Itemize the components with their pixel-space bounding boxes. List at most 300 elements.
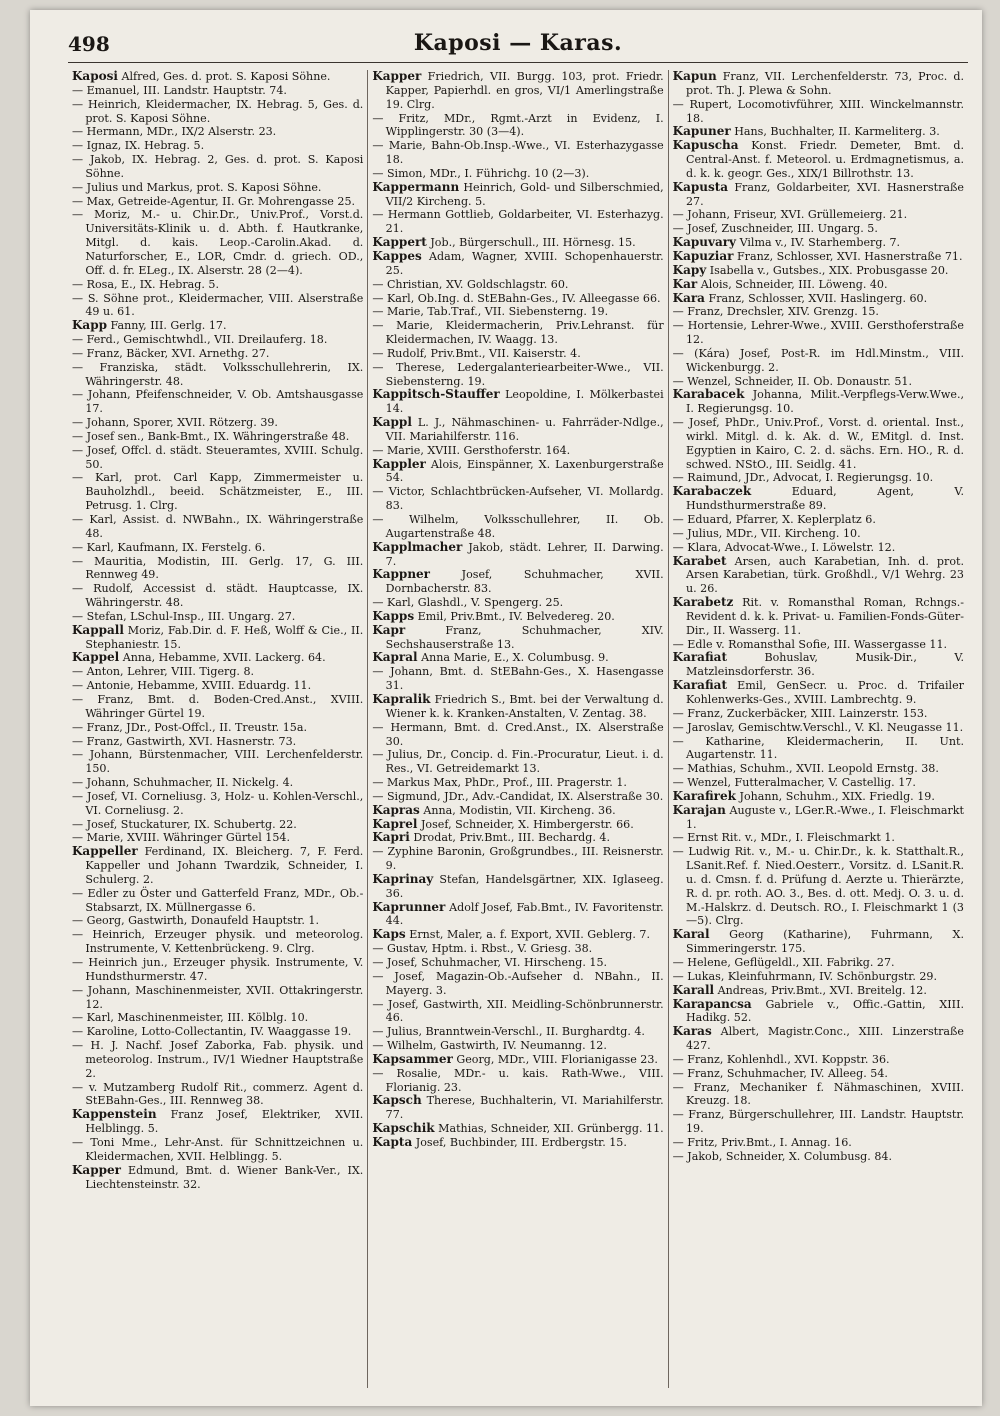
entry-surname: Karabetz: [672, 595, 734, 610]
entry-text: — Heinrich, Kleidermacher, IX. Hebrag. 5, Ges. d. prot. S. Kaposi Söhne.: [72, 97, 364, 125]
directory-entry: [673, 956, 964, 970]
directory-entry: [673, 1025, 964, 1053]
directory-entry: [72, 195, 363, 209]
directory-entry: [72, 84, 363, 98]
directory-entry: [72, 1011, 363, 1025]
directory-entry: [372, 70, 663, 112]
entry-text: — Julius, Dr., Concip. d. Fin.-Procuratur, Lieut. i. d. Res., VI. Getreidemarkt 13.: [372, 748, 664, 776]
directory-entry: [372, 568, 663, 596]
directory-entry: [673, 735, 964, 763]
entry-surname: Kappler: [372, 456, 426, 471]
entry-text: — Wilhelm, Volksschullehrer, II. Ob. Augartenstraße 48.: [372, 513, 664, 540]
entry-surname: Kapy: [672, 262, 707, 277]
directory-entry: [372, 361, 663, 389]
directory-columns: [68, 70, 968, 1388]
directory-entry: [372, 818, 663, 832]
entry-text: Franz Josef, Elektriker, XVII. Helblingg. 5.: [85, 1108, 364, 1136]
entry-text: — Josef, VI. Corneliusg. 3, Holz- u. Kohlen-Verschl., VI. Corneliusg. 2.: [72, 789, 364, 817]
entry-text: — Josef, PhDr., Univ.Prof., Vorst. d. oriental. Inst., wirkl. Mitgl. d. k. Ak. d. W., EMitgl. d. Inst. Egyptien in Kairo, C. 2. d. sächs. Ern. HO., R. d. schwed. NStO., III. Seidlg. 41.: [672, 416, 964, 471]
directory-entry: [72, 984, 363, 1012]
directory-entry: [673, 679, 964, 707]
directory-entry: [372, 485, 663, 513]
entry-text: — Fritz, Priv.Bmt., I. Annag. 16.: [672, 1135, 852, 1149]
entry-text: Georg (Katharine), Fuhrmann, X. Simmeringerstr. 175.: [685, 928, 964, 956]
entry-text: Job., Bürgerschull., III. Hörnesg. 15.: [430, 236, 636, 250]
directory-entry: [673, 485, 964, 513]
entry-text: — Markus Max, PhDr., Prof., III. Pragerstr. 1.: [372, 776, 627, 790]
entry-text: — Ignaz, IX. Hebrag. 5.: [72, 139, 205, 153]
entry-text: — Jakob, Schneider, X. Columbusg. 84.: [672, 1149, 892, 1163]
entry-text: — Johann, Schuhmacher, II. Nickelg. 4.: [72, 776, 294, 790]
entry-text: — Hermann, Bmt. d. Cred.Anst., IX. Alserstraße 30.: [372, 720, 664, 748]
entry-text: Emil, GenSecr. u. Proc. d. Trifailer Kohlenwerks-Ges., XVIII. Lambrechtg. 9.: [685, 679, 964, 706]
directory-entry: [72, 333, 363, 347]
directory-entry: [673, 264, 964, 278]
directory-entry: [673, 651, 964, 679]
entry-text: — Helene, Geflügeldl., XII. Fabrikg. 27.: [672, 956, 895, 969]
directory-entry: [372, 278, 663, 292]
directory-entry: [372, 1053, 663, 1067]
entry-surname: Kapps: [372, 608, 415, 623]
entry-text: — Marie, Tab.Traf., VII. Siebensterng. 19.: [372, 305, 609, 319]
directory-entry: [372, 444, 663, 458]
directory-entry: [673, 471, 964, 485]
entry-text: Mathias, Schneider, XII. Grünbergg. 11.: [438, 1122, 664, 1136]
entry-text: Alois, Einspänner, X. Laxenburgerstraße 54.: [385, 457, 664, 485]
directory-entry: [673, 638, 964, 652]
directory-entry: [673, 208, 964, 222]
directory-entry: [372, 790, 663, 804]
directory-entry: [372, 596, 663, 610]
directory-entry: [72, 735, 363, 749]
directory-entry: [72, 665, 363, 679]
directory-entry: [673, 1136, 964, 1150]
entry-surname: Karabet: [672, 553, 727, 568]
entry-surname: Kapper: [72, 1162, 121, 1177]
entry-surname: Kappall: [72, 622, 124, 637]
directory-entry: [673, 416, 964, 471]
directory-entry: [372, 956, 663, 970]
entry-text: — Franz, Kohlenhdl., XVI. Koppstr. 36.: [672, 1052, 890, 1066]
entry-surname: Kapta: [372, 1134, 413, 1149]
directory-entry: [72, 292, 363, 320]
directory-entry: [673, 776, 964, 790]
entry-surname: Kapp: [72, 318, 107, 333]
entry-text: Adolf Josef, Fab.Bmt., IV. Favoritenstr. 44.: [385, 900, 664, 928]
directory-entry: [72, 361, 363, 389]
directory-entry: [372, 804, 663, 818]
directory-entry: [372, 541, 663, 569]
directory-entry: [372, 458, 663, 486]
entry-text: Eduard, Agent, V. Hundsthurmerstraße 89.: [685, 485, 964, 513]
entry-surname: Karabacek: [672, 387, 745, 402]
entry-text: Alfred, Ges. d. prot. S. Kaposi Söhne.: [121, 70, 331, 83]
directory-entry: [372, 776, 663, 790]
entry-text: — Josef sen., Bank-Bmt., IX. Währingerstraße 48.: [72, 429, 350, 443]
directory-entry: [372, 873, 663, 901]
page-number: 498: [68, 32, 110, 56]
directory-entry: [72, 347, 363, 361]
entry-text: — Johann, Maschinenmeister, XVII. Ottakringerstr. 12.: [72, 983, 364, 1011]
column-1: [68, 70, 368, 1388]
entry-text: Gabriele v., Offic.-Gattin, XIII. Hadikg. 52.: [685, 997, 964, 1025]
entry-text: Anna, Modistin, VII. Kircheng. 36.: [423, 803, 616, 817]
entry-text: — Hermann Gottlieb, Goldarbeiter, VI. Esterhazyg. 21.: [372, 208, 664, 236]
entry-text: — Stefan, LSchul-Insp., III. Ungarg. 27.: [72, 609, 296, 623]
header-rule: [68, 62, 968, 63]
directory-entry: [72, 1164, 363, 1192]
entry-text: Konst. Friedr. Demeter, Bmt. d. Central-Anst. f. Meteorol. u. Erdmagnetismus, a. d. k. k. geogr. Ges., XIX/1 Billrothstr. 13.: [685, 139, 964, 180]
entry-text: — Ernst Rit. v., MDr., I. Fleischmarkt 1.: [672, 831, 895, 845]
directory-entry: [673, 1150, 964, 1164]
entry-text: — Marie, XVIII. Währinger Gürtel 154.: [72, 831, 290, 845]
entry-text: Franz, Goldarbeiter, XVI. Hasnerstraße 27.: [685, 180, 964, 208]
directory-entry: [673, 970, 964, 984]
entry-surname: Kapras: [372, 802, 420, 817]
entry-text: Rit. v. Romansthal Roman, Rchngs.-Revident d. k. k. Privat- u. Familien-Fonds-Güter-Dir., II. Wasserg. 11.: [685, 596, 964, 637]
directory-entry: [673, 181, 964, 209]
entry-text: — Franz, Drechsler, XIV. Grenzg. 15.: [672, 305, 879, 319]
directory-entry: [72, 887, 363, 915]
entry-text: — Marie, Bahn-Ob.Insp.-Wwe., VI. Esterhazygasse 18.: [372, 139, 664, 167]
directory-entry: [372, 624, 663, 652]
entry-text: Ernst, Maler, a. f. Export, XVII. Geblerg. 7.: [409, 928, 650, 942]
entry-text: — Mauritia, Modistin, III. Gerlg. 17, G. III. Rennweg 49.: [72, 554, 364, 582]
entry-surname: Kapun: [672, 70, 717, 83]
directory-entry: [372, 928, 663, 942]
directory-entry: [372, 388, 663, 416]
directory-entry: [72, 153, 363, 181]
entry-text: — Rosa, E., IX. Hebrag. 5.: [72, 277, 220, 291]
entry-surname: Karall: [672, 982, 715, 997]
entry-text: — Zyphine Baronin, Großgrundbes., III. Reisnerstr. 9.: [372, 845, 664, 873]
entry-text: Therese, Buchhalterin, VI. Mariahilferstr. 77.: [385, 1094, 664, 1122]
directory-entry: [72, 790, 363, 818]
directory-entry: [673, 388, 964, 416]
entry-text: Josef, Schuhmacher, XVII. Dornbacherstr. 83.: [385, 568, 664, 596]
directory-entry: [72, 1136, 363, 1164]
directory-entry: [72, 278, 363, 292]
directory-entry: [372, 416, 663, 444]
entry-text: L. J., Nähmaschinen- u. Fahrräder-Ndlge., VII. Mariahilferstr. 116.: [385, 416, 664, 443]
directory-entry: [673, 790, 964, 804]
entry-text: — Franz, Schuhmacher, IV. Alleeg. 54.: [672, 1066, 888, 1080]
entry-surname: Karal: [672, 927, 710, 942]
directory-entry: [72, 1025, 363, 1039]
directory-entry: [372, 845, 663, 873]
entry-text: Franz, Schlosser, XVI. Hasnerstraße 71.: [736, 249, 963, 263]
entry-text: — Franz, Zuckerbäcker, XIII. Lainzerstr. 153.: [672, 706, 928, 720]
entry-text: — Johann, Bürstenmacher, VIII. Lerchenfelderstr. 150.: [72, 748, 364, 776]
directory-entry: [673, 721, 964, 735]
entry-text: — Wenzel, Schneider, II. Ob. Donaustr. 51.: [672, 374, 912, 388]
directory-entry: [673, 555, 964, 597]
entry-text: — Klara, Advocat-Wwe., I. Löwelstr. 12.: [672, 540, 896, 554]
entry-text: Drodat, Priv.Bmt., III. Bechardg. 4.: [413, 831, 610, 845]
directory-entry: [673, 513, 964, 527]
directory-entry: [372, 970, 663, 998]
directory-entry: [673, 804, 964, 832]
entry-surname: Kaprunner: [372, 899, 446, 914]
entry-text: — Moriz, M.- u. Chir.Dr., Univ.Prof., Vorst.d. Universitäts-Klinik u. d. Abth. f. Hautkranke, Mitgl. d. kais. Leop.-Carolin.Akad. d. Naturforscher, E., LOR, Cmdr. d. griech. OD., Off. d. fr. ELeg., IX. Alserstr. 28 (2—4).: [72, 208, 364, 277]
entry-text: Georg, MDr., VIII. Florianigasse 23.: [456, 1052, 658, 1066]
directory-entry: [673, 292, 964, 306]
directory-entry: [72, 388, 363, 416]
directory-entry: [673, 375, 964, 389]
entry-text: Josef, Buchbinder, III. Erdbergstr. 15.: [415, 1135, 627, 1149]
entry-text: Anna, Hebamme, XVII. Lackerg. 64.: [122, 651, 326, 665]
directory-entry: [673, 125, 964, 139]
directory-entry: [673, 236, 964, 250]
entry-text: Edmund, Bmt. d. Wiener Bank-Ver., IX. Liechtensteinstr. 32.: [85, 1163, 364, 1191]
entry-text: — Lukas, Kleinfuhrmann, IV. Schönburgstr. 29.: [672, 969, 938, 983]
directory-entry: [72, 430, 363, 444]
entry-surname: Kappes: [372, 248, 422, 263]
entry-text: Fanny, III. Gerlg. 17.: [110, 319, 227, 333]
entry-text: — Therese, Ledergalanteriearbeiter-Wwe., VII. Siebensterng. 19.: [372, 360, 664, 388]
entry-text: — H. J. Nachf. Josef Zaborka, Fab. physik. und meteorolog. Instrum., IV/1 Wiedner Hauptstraße 2.: [72, 1039, 364, 1080]
directory-entry: [72, 1108, 363, 1136]
directory-entry: [673, 845, 964, 928]
directory-entry: [72, 679, 363, 693]
entry-text: — Johann, Pfeifenschneider, V. Ob. Amtshausgasse 17.: [72, 388, 364, 416]
directory-entry: [673, 541, 964, 555]
entry-surname: Kapplmacher: [372, 539, 463, 554]
directory-entry: [673, 305, 964, 319]
entry-text: Moriz, Fab.Dir. d. F. Heß, Wolff & Cie., II. Stephaniestr. 15.: [85, 623, 364, 651]
entry-text: — Heinrich, Erzeuger physik. und meteorolog. Instrumente, V. Kettenbrückeng. 9. Clrg.: [72, 928, 364, 956]
entry-text: — Franziska, städt. Volksschullehrerin, IX. Währingerstr. 48.: [72, 360, 364, 388]
directory-entry: [673, 928, 964, 956]
directory-entry: [673, 98, 964, 126]
entry-text: — Emanuel, III. Landstr. Hauptstr. 74.: [72, 83, 287, 97]
entry-text: — Julius, Branntwein-Verschl., II. Burghardtg. 4.: [372, 1025, 645, 1039]
directory-entry: [673, 831, 964, 845]
entry-text: — Marie, Kleidermacherin, Priv.Lehranst. für Kleidermachen, IV. Waagg. 13.: [372, 319, 664, 347]
directory-entry: [72, 471, 363, 513]
entry-surname: Kapuner: [672, 124, 731, 139]
entry-text: Ferdinand, IX. Bleicherg. 7, F. Ferd. Kappeller und Johann Twardzik, Schneider, I. Schulerg. 2.: [85, 845, 364, 886]
entry-text: Jakob, städt. Lehrer, II. Darwing. 7.: [385, 540, 664, 568]
directory-entry: [372, 181, 663, 209]
entry-text: — Hortensie, Lehrer-Wwe., XVIII. Gersthoferstraße 12.: [672, 319, 964, 347]
directory-entry: [72, 1081, 363, 1109]
directory-entry: [673, 139, 964, 181]
directory-entry: [72, 70, 363, 84]
entry-text: — Julius, MDr., VII. Kircheng. 10.: [672, 526, 861, 540]
directory-entry: [372, 513, 663, 541]
entry-text: Hans, Buchhalter, II. Karmeliterg. 3.: [734, 125, 940, 139]
entry-text: — Franz, Gastwirth, XVI. Hasnerstr. 73.: [72, 734, 297, 748]
entry-surname: Kaps: [372, 927, 406, 942]
entry-surname: Kappeller: [72, 844, 138, 859]
entry-surname: Karapancsa: [672, 996, 752, 1011]
entry-text: Friedrich S., Bmt. bei der Verwaltung d. Wiener k. k. Kranken-Anstalten, V. Zentag. 38.: [385, 692, 664, 720]
entry-text: — Victor, Schlachtbrücken-Aufseher, VI. Mollardg. 83.: [372, 485, 664, 513]
entry-text: Adam, Wagner, XVIII. Schopenhauerstr. 25.: [385, 249, 664, 277]
entry-surname: Kapri: [372, 830, 410, 845]
directory-entry: [372, 1039, 663, 1053]
directory-entry: [372, 998, 663, 1026]
directory-entry: [72, 513, 363, 541]
directory-entry: [72, 693, 363, 721]
directory-entry: [72, 651, 363, 665]
entry-text: Franz, Schuhmacher, XIV. Sechshauserstraße 13.: [385, 623, 664, 651]
directory-entry: [72, 582, 363, 610]
entry-text: — (Kára) Josef, Post-R. im Hdl.Minstm., VIII. Wickenburgg. 2.: [672, 346, 964, 374]
entry-surname: Kappitsch-Stauffer: [372, 387, 500, 402]
directory-entry: [72, 541, 363, 555]
column-3: [669, 70, 968, 1388]
directory-entry: [372, 693, 663, 721]
directory-entry: [372, 305, 663, 319]
entry-text: — Franz, Mechaniker f. Nähmaschinen, XVIII. Kreuzg. 18.: [672, 1080, 964, 1108]
entry-text: — Katharine, Kleidermacherin, II. Unt. Augartenstr. 11.: [672, 734, 964, 762]
directory-entry: [673, 1081, 964, 1109]
directory-entry: [72, 914, 363, 928]
directory-entry: [372, 748, 663, 776]
entry-text: — Jaroslav, Gemischtw.Verschl., V. Kl. Neugasse 11.: [672, 720, 964, 734]
entry-text: — Ludwig Rit. v., M.- u. Chir.Dr., k. k. Statthalt.R., LSanit.Ref. f. Nied.Oesterr., Vorsitz. d. LSanit.R. u. d. Cmsn. f. d. Prüfung d. Aerzte u. Thierärzte, R. d. pr. roth. AO. 3., Bes. d. ott. Medj. O. 3. u. d. M.-Halskrz. d. Deutsch. RO., I. Fleischmarkt 1 (3—5). Clrg.: [672, 845, 964, 928]
entry-text: — Josef, Magazin-Ob.-Aufseher d. NBahn., II. Mayerg. 3.: [372, 969, 664, 997]
entry-text: — Wilhelm, Gastwirth, IV. Neumanng. 12.: [372, 1039, 607, 1053]
entry-surname: Kaprinay: [372, 871, 434, 886]
directory-entry: [72, 721, 363, 735]
entry-text: — S. Söhne prot., Kleidermacher, VIII. Alserstraße 49 u. 61.: [72, 291, 364, 319]
directory-entry: [372, 347, 663, 361]
entry-text: — Franz, Bmt. d. Boden-Cred.Anst., XVIII. Währinger Gürtel 19.: [72, 692, 364, 720]
entry-text: Isabella v., Gutsbes., XIX. Probusgasse 20.: [709, 263, 949, 277]
entry-text: Anna Marie, E., X. Columbusg. 9.: [421, 651, 609, 665]
entry-text: — Josef, Offcl. d. städt. Steueramtes, XVIII. Schulg. 50.: [72, 443, 364, 471]
entry-text: — Heinrich jun., Erzeuger physik. Instrumente, V. Hundsthurmerstr. 47.: [72, 956, 364, 983]
entry-text: — Toni Mme., Lehr-Anst. für Schnittzeichnen u. Kleidermachen, XVII. Helblingg. 5.: [72, 1135, 364, 1163]
entry-text: Friedrich, VII. Burgg. 103, prot. Friedr. Kapper, Papierhdl. en gros, VI/1 Amerlingstraße 19. Clrg.: [385, 70, 664, 111]
entry-text: Andreas, Priv.Bmt., XVI. Breitelg. 12.: [717, 983, 927, 997]
entry-text: — Karl, Kaufmann, IX. Ferstelg. 6.: [72, 540, 266, 554]
directory-page: [30, 10, 982, 1406]
entry-text: — Julius und Markus, prot. S. Kaposi Söhne.: [72, 180, 322, 194]
entry-surname: Karafirek: [672, 788, 736, 803]
entry-surname: Kapuscha: [672, 138, 739, 153]
entry-surname: Kapr: [372, 622, 406, 637]
directory-entry: [72, 956, 363, 984]
directory-entry: [72, 444, 363, 472]
entry-text: — Edle v. Romansthal Sofie, III. Wassergasse 11.: [672, 637, 948, 651]
directory-entry: [372, 1067, 663, 1095]
directory-entry: [673, 347, 964, 375]
directory-entry: [72, 181, 363, 195]
directory-entry: [372, 651, 663, 665]
directory-entry: [673, 1053, 964, 1067]
entry-surname: Kapral: [372, 650, 418, 665]
entry-text: — Johann, Friseur, XVI. Grüllemeierg. 21.: [672, 208, 908, 222]
entry-text: — Josef, Gastwirth, XII. Meidling-Schönbrunnerstr. 46.: [372, 997, 664, 1025]
directory-entry: [673, 278, 964, 292]
entry-text: — Fritz, MDr., Rgmt.-Arzt in Evidenz, I. Wipplingerstr. 30 (3—4).: [372, 111, 664, 139]
entry-text: Franz, Schlosser, XVII. Haslingerg. 60.: [708, 291, 928, 305]
directory-entry: [72, 610, 363, 624]
entry-text: — Edler zu Öster und Gatterfeld Franz, MDr., Ob.-Stabsarzt, IX. Müllnergasse 6.: [72, 886, 364, 914]
entry-text: — Anton, Lehrer, VIII. Tigerg. 8.: [72, 665, 255, 679]
directory-entry: [72, 831, 363, 845]
entry-surname: Kapsch: [372, 1093, 422, 1108]
entry-surname: Kapralik: [372, 691, 431, 706]
directory-entry: [372, 250, 663, 278]
directory-entry: [72, 416, 363, 430]
directory-entry: [673, 319, 964, 347]
entry-text: — Mathias, Schuhm., XVII. Leopold Ernstg. 38.: [672, 762, 939, 776]
entry-text: Bohuslav, Musik-Dir., V. Matzleinsdorferstr. 36.: [685, 651, 964, 679]
entry-text: Leopoldine, I. Mölkerbastei 14.: [385, 388, 664, 416]
directory-entry: [673, 984, 964, 998]
entry-surname: Karafiat: [672, 678, 728, 693]
entry-surname: Kappner: [372, 567, 430, 582]
entry-text: — Rupert, Locomotivführer, XIII. Winckelmannstr. 18.: [672, 97, 964, 125]
entry-text: Josef, Schneider, X. Himbergerstr. 66.: [420, 817, 634, 831]
directory-entry: [72, 845, 363, 887]
entry-surname: Kara: [672, 290, 705, 305]
entry-text: — Gustav, Hptm. i. Rbst., V. Griesg. 38.: [372, 942, 593, 956]
entry-surname: Kappenstein: [72, 1107, 157, 1122]
entry-text: — Wenzel, Futteralmacher, V. Castellig. 17.: [672, 776, 916, 790]
directory-entry: [72, 208, 363, 277]
directory-entry: [372, 721, 663, 749]
entry-text: — Antonie, Hebamme, XVIII. Eduardg. 11.: [72, 679, 312, 693]
entry-surname: Kappermann: [372, 179, 460, 194]
entry-surname: Kappert: [372, 235, 427, 250]
entry-text: — Rosalie, MDr.- u. kais. Rath-Wwe., VIII. Florianig. 23.: [372, 1066, 664, 1094]
directory-entry: [372, 292, 663, 306]
entry-text: — Franz, JDr., Post-Offcl., II. Treustr. 15a.: [72, 720, 307, 734]
entry-text: — Karl, Maschinenmeister, III. Kölblg. 10.: [72, 1011, 309, 1025]
directory-entry: [372, 831, 663, 845]
entry-surname: Karas: [672, 1024, 712, 1039]
directory-entry: [372, 1136, 663, 1150]
directory-entry: [372, 167, 663, 181]
entry-surname: Karafiat: [672, 650, 728, 665]
directory-entry: [673, 1108, 964, 1136]
running-head: Kaposi — Karas.: [413, 30, 623, 56]
entry-surname: Kappl: [372, 415, 412, 430]
directory-entry: [673, 527, 964, 541]
directory-entry: [673, 998, 964, 1026]
entry-text: Albert, Magistr.Conc., XIII. Linzerstraße 427.: [685, 1025, 964, 1053]
entry-text: — Karl, Ob.Ing. d. StEBahn-Ges., IV. Alleegasse 66.: [372, 291, 661, 305]
entry-text: Auguste v., LGer.R.-Wwe., I. Fleischmarkt 1.: [685, 803, 964, 831]
directory-entry: [673, 250, 964, 264]
entry-text: — Rudolf, Priv.Bmt., VII. Kaiserstr. 4.: [372, 346, 581, 360]
entry-surname: Kapper: [372, 70, 422, 83]
directory-entry: [72, 98, 363, 126]
entry-text: — Franz, Bürgerschullehrer, III. Landstr. Hauptstr. 19.: [672, 1108, 964, 1136]
directory-entry: [72, 1039, 363, 1081]
directory-entry: [372, 319, 663, 347]
entry-text: — v. Mutzamberg Rudolf Rit., commerz. Agent d. StEBahn-Ges., III. Rennweg 38.: [72, 1080, 364, 1108]
entry-text: — Jakob, IX. Hebrag. 2, Ges. d. prot. S. Kaposi Söhne.: [72, 153, 364, 180]
entry-text: — Max, Getreide-Agentur, II. Gr. Mohrengasse 25.: [72, 194, 356, 208]
entry-text: Arsen, auch Karabetian, Inh. d. prot. Arsen Karabetian, türk. Großhdl., V/1 Wehrg. 23 u. 26.: [685, 554, 964, 596]
directory-entry: [72, 818, 363, 832]
entry-text: — Karl, Assist. d. NWBahn., IX. Währingerstraße 48.: [72, 513, 364, 540]
entry-surname: Kapuvary: [672, 235, 737, 250]
entry-text: — Johann, Bmt. d. StEBahn-Ges., X. Hasengasse 31.: [372, 665, 664, 693]
entry-text: — Eduard, Pfarrer, X. Keplerplatz 6.: [672, 513, 876, 526]
entry-text: Emil, Priv.Bmt., IV. Belvedereg. 20.: [417, 609, 615, 623]
entry-surname: Kapsammer: [372, 1051, 453, 1066]
entry-text: Vilma v., IV. Starhemberg. 7.: [739, 236, 901, 250]
entry-surname: Kapschik: [372, 1121, 435, 1136]
